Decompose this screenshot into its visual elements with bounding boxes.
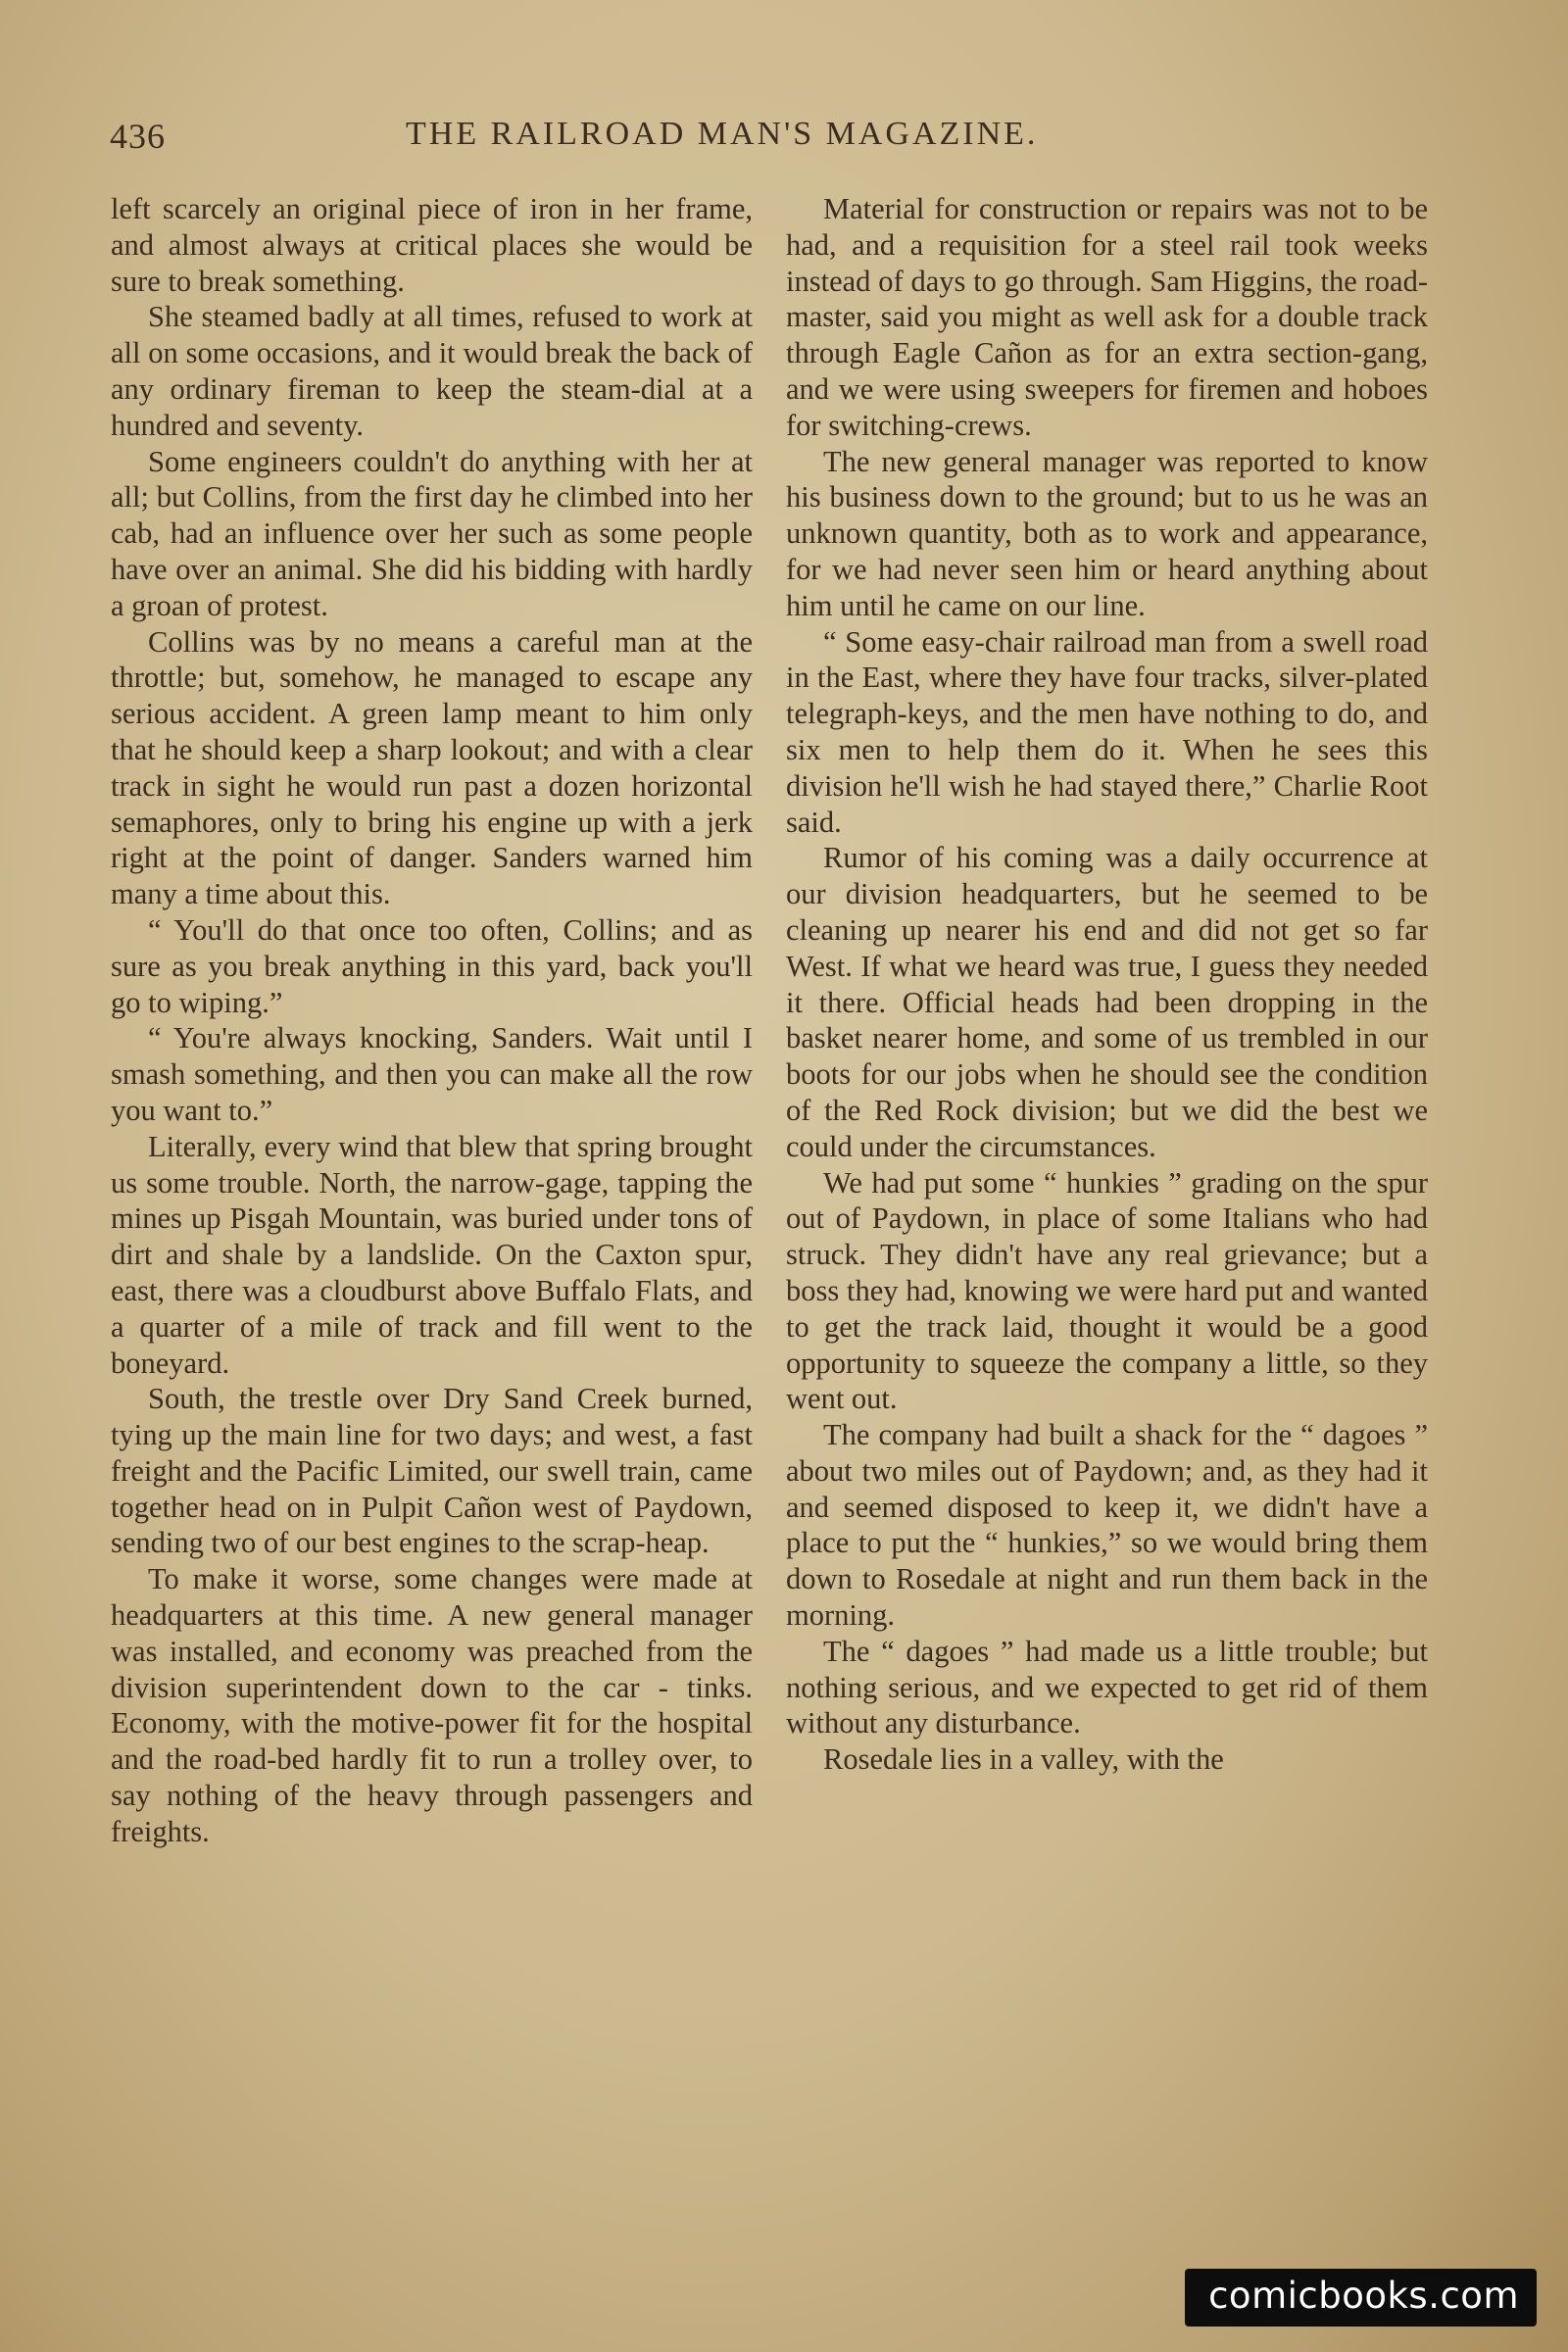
right-column: [786, 191, 1428, 1778]
paragraph: The new general manager was reported to know his business down to the ground; but to us he was an unknown quantity, both as to work and appearance, for we had never seen him or heard anything about him until he came on our line.: [786, 444, 1428, 622]
left-column: [111, 191, 753, 1850]
paragraph: “ Some easy-chair railroad man from a swell road in the East, where they have four tracks, silver-plated telegraph-keys, and the men have nothing to do, and six men to help them do it. When he sees this division he'll wish he had stayed there,” Charlie Root said.: [786, 624, 1428, 839]
running-head: THE RAILROAD MAN'S MAGAZINE.: [406, 116, 1039, 152]
paragraph: The “ dagoes ” had made us a little trouble; but nothing serious, and we expected to get rid of them without any disturbance.: [786, 1634, 1428, 1740]
paragraph: We had put some “ hunkies ” grading on the spur out of Paydown, in place of some Italians who had struck. They didn't have any real grievance; but a boss they had, knowing we were hard put and wanted to get the track laid, thought it would be a good opportunity to squeeze the company a little, so they went out.: [786, 1165, 1428, 1416]
paragraph: South, the trestle over Dry Sand Creek burned, tying up the main line for two days; and west, a fast freight and the Pacific Limited, our swell train, came together head on in Pulpit Cañon west of Paydown, sending two of our best engines to the scrap-heap.: [111, 1382, 753, 1560]
paragraph: left scarcely an original piece of iron in her frame, and almost always at critical places she would be sure to break something.: [111, 192, 753, 298]
page-header: [110, 116, 1462, 165]
paragraph: Rumor of his coming was a daily occurrence at our division headquarters, but he seemed to be cleaning up nearer his end and did not get so far West. If what we heard was true, I guess they needed it there. Official heads had been dropping in the basket nearer home, and some of us trembled in our boots for our jobs when he should see the condition of the Red Rock division; but we did the best we could under the circumstances.: [786, 841, 1428, 1163]
paragraph: Rosedale lies in a valley, with the: [823, 1742, 1224, 1777]
watermark: comicbooks.com: [1185, 2269, 1537, 2327]
paragraph: Literally, every wind that blew that spring brought us some trouble. North, the narrow-gage, tapping the mines up Pisgah Mountain, was buried under tons of dirt and shale by a landslide. On the Caxton spur, east, there was a cloudburst above Buffalo Flats, and a quarter of a mile of track and fill went to the boneyard.: [111, 1129, 753, 1380]
paragraph: Collins was by no means a careful man at the throttle; but, somehow, he managed to escape any serious accident. A green lamp meant to him only that he should keep a sharp lookout; and with a clear track in sight he would run past a dozen horizontal semaphores, only to bring his engine up with a jerk right at the point of danger. Sanders warned him many a time about this.: [111, 624, 753, 911]
paragraph: “ You'll do that once too often, Collins; and as sure as you break anything in this yard, back you'll go to wiping.”: [111, 912, 753, 1019]
paragraph: She steamed badly at all times, refused to work at all on some occasions, and it would break the back of any ordinary fireman to keep the steam-dial at a hundred and seventy.: [111, 300, 753, 442]
paragraph: Some engineers couldn't do anything with her at all; but Collins, from the first day he climbed into her cab, had an influence over her such as some people have over an animal. She did his bidding with hardly a groan of protest.: [111, 444, 753, 622]
paragraph: “ You're always knocking, Sanders. Wait until I smash something, and then you can make all the row you want to.”: [111, 1021, 753, 1127]
paragraph: To make it worse, some changes were made at headquarters at this time. A new general manager was installed, and economy was preached from the division superintendent down to the car - tinks. Economy, with the motive-power fit for the hospital and the road-bed hardly fit to run a trolley over, to say nothing of the heavy through passengers and freights.: [111, 1562, 753, 1848]
paragraph: Material for construction or repairs was not to be had, and a requisition for a steel rail took weeks instead of days to go through. Sam Higgins, the road-master, said you might as well ask for a double track through Eagle Cañon as for an extra section-gang, and we were using sweepers for firemen and hoboes for switching-crews.: [786, 192, 1428, 442]
paragraph: The company had built a shack for the “ dagoes ” about two miles out of Paydown; and, as they had it and seemed disposed to keep it, we didn't have a place to put the “ hunkies,” so we would bring them down to Rosedale at night and run them back in the morning.: [786, 1418, 1428, 1633]
page-number: 436: [110, 117, 166, 156]
